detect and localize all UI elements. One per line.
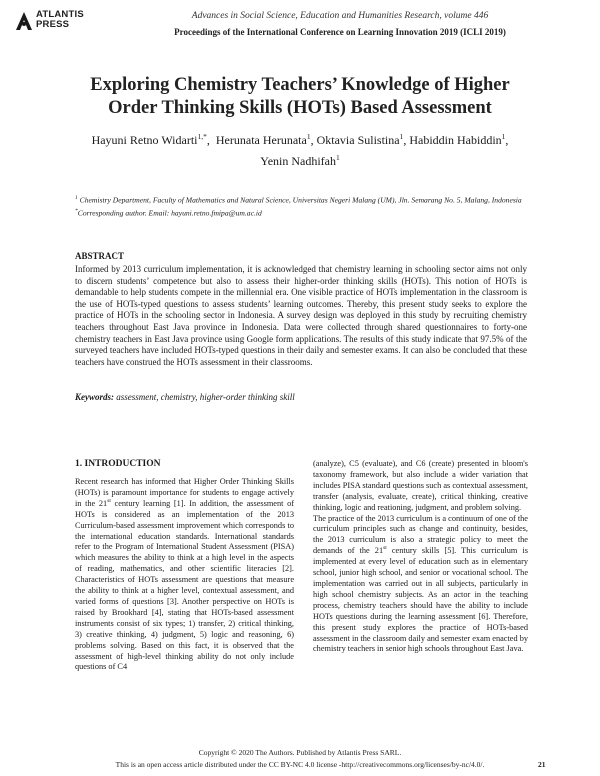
page-number: 21 <box>538 760 546 769</box>
affiliations <box>75 193 525 219</box>
author-name: Hayuni Retno Widarti <box>91 133 198 147</box>
footer-license: This is an open access article distributed under the CC BY-NC 4.0 license -http://creativecommons.org/licenses/by-nc/4.0/. <box>115 760 485 769</box>
corresponding-author: *Corresponding author. Email: hayuni.retno.fmipa@um.ac.id <box>75 208 262 218</box>
abstract-body: Informed by 2013 curriculum implementation, it is acknowledged that chemistry learning in schooling sector aims not only to discern students’ competence but also to assess their higher-order thinking skills (HOTs). This notion of HOTs is demandable to help students compete in the millennial era. One visible practice of HOTs implementation in the classroom is the use of HOTs-typed questions to assess students’ learning outcomes. Thereby, this present study seeks to explore the practice of HOTs in the schooling sector in Indonesia. A survey design was deployed in this study by recruiting chemistry teachers throughout East Java province in Indonesia. Data were collected through shared questionnaires to forty-one chemistry teachers in East Java province using Google form applications. The results of this study indicate that 97.5% of the surveyed teachers have included HOTs-typed questions in their daily and semester exams. It can also be concluded that these teachers have construed the HOTs assessment in their classrooms. <box>75 264 527 367</box>
paragraph: (analyze), C5 (evaluate), and C6 (create) presented in bloom's taxonomy framework, but also include a wider variation that includes PISA standard questions such as contextual assessment, transfer (analysis, evaluate, create), critical thinking, creative thinking, logic and reationing, judgment, and problem solving. <box>313 459 528 512</box>
affil-sup: 1 <box>75 195 78 201</box>
title-line2: Order Thinking Skills (HOTs) Based Assessment <box>108 98 492 118</box>
footer-copyright: Copyright © 2020 The Authors. Published by Atlantis Press SARL. <box>198 748 402 757</box>
author-name: Oktavia Sulistina <box>316 133 400 147</box>
abstract-heading: ABSTRACT <box>75 251 125 261</box>
intro-left-column <box>75 477 294 673</box>
author-list: Hayuni Retno Widarti$^{1,*}$, Herunata Herunata$^1$, Oktavia Sulistina$^1$, Habiddin Habiddin$^1$, Yenin Nadhifah$^1$ <box>91 132 509 168</box>
author-sup: 1 <box>336 153 340 162</box>
section-heading: 1. INTRODUCTION <box>75 459 161 469</box>
logo-text <box>36 10 84 30</box>
author-name: Yenin Nadhifah <box>260 154 337 168</box>
logo-line2: PRESS <box>36 19 70 30</box>
author-name: Habiddin Habiddin <box>409 133 502 147</box>
intro-right-column <box>313 459 528 655</box>
paragraph: Recent research has informed that Higher Order Thinking Skills (HOTs) is paramount importance for students to engage actively in the 21st century learning [1]. In addition, the assessment of HOTs is considered as an implementation of the 2013 Curriculum-based assessment improvement which corresponds to the international education standards. International standards refer to the Program of International Student Assessment (PISA) which measures the ability to think at a high level in the aspects of reading, mathematics, and other scientific literacies [2]. Characteristics of HOTs assessment are questions that measure the ability to think at a higher level, contextual assessment, and varied forms of questions [3]. Another perspective on HOTs is raised by Brookhard [4], stating that HOTs-based assessment instruments consist of six types; 1) transfer, 2) critical thinking, 3) creative thinking, 4) judgment, 5) logic and reasoning, 6) problems solving. Based on this fact, it is observed that the assessment of high-level thinking ability do not only include questions of C4 <box>75 477 294 672</box>
atlantis-logo-icon <box>14 10 34 32</box>
journal-name: Advances in Social Science, Education and Humanities Research, volume 446 <box>191 11 489 21</box>
title-line1: Exploring Chemistry Teachers’ Knowledge of Higher <box>90 75 510 95</box>
logo-line1: ATLANTIS <box>36 9 84 20</box>
author-sup: 1,* <box>197 132 207 141</box>
corr-sup: * <box>75 208 78 215</box>
paper-title <box>60 74 540 120</box>
atlantis-press-logo <box>14 8 94 34</box>
author-sup: 1 <box>501 132 506 141</box>
keywords-label: Keywords: <box>75 392 114 402</box>
author-sup: 1 <box>306 132 311 141</box>
author-sup: 1 <box>399 132 404 141</box>
keywords <box>75 392 527 403</box>
proceedings-name: Proceedings of the International Conference on Learning Innovation 2019 (ICLI 2019) <box>174 27 506 37</box>
paragraph: The practice of the 2013 curriculum is a continuum of one of the curriculum principles such as change and continuity, besides, the 2013 curriculum is also a strategic policy to meet the demands of the 21st century skills [5]. This curriculum is implemented at every level of education such as in elementary school, junior high school, and senior or vocational school. The implementation was carried out in all subjects, particularly in high school chemistry subjects. As an actor in the teaching process, chemistry teachers should have the ability to include HOTs questions during the learning assessment [6]. Therefore, this present study explores the practice of HOTs-based assessment in the classroom daily and semester exam enacted by chemistry teachers in senior high schools throughout East Java. <box>313 513 528 654</box>
keywords-value: assessment, chemistry, higher-order thinking skill <box>116 392 295 402</box>
author-name: Herunata Herunata <box>215 133 307 147</box>
affiliation: $^1$ Chemistry Department, Faculty of Mathematics and Natural Science, Universitas Negeri Malang (UM), Jln. Semarang No. 5, Malang, Indonesia <box>75 195 522 205</box>
